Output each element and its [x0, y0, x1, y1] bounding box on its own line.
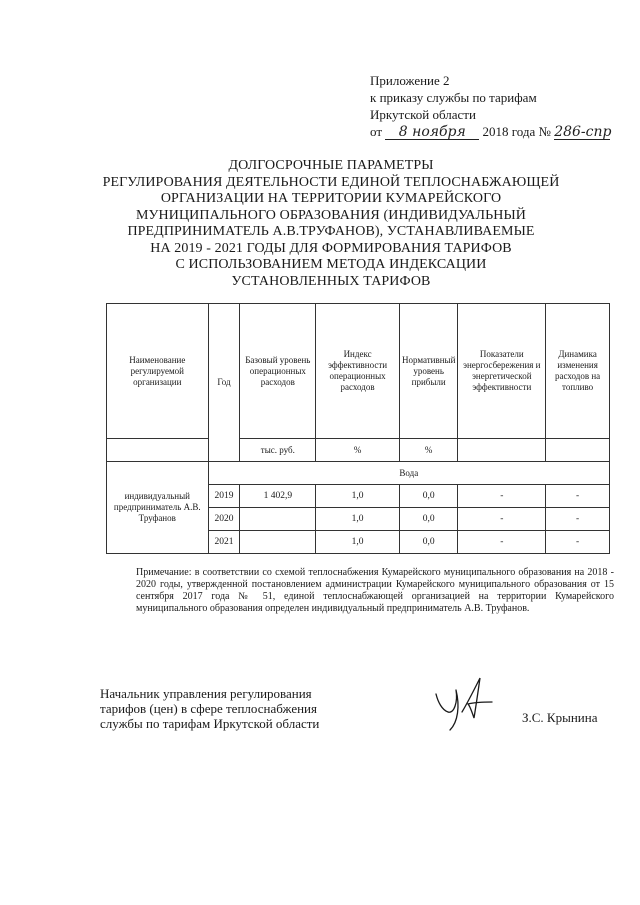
title-line: ОРГАНИЗАЦИИ НА ТЕРРИТОРИИ КУМАРЕЙСКОГО: [160, 191, 502, 206]
signatory-name: З.С. Крынина: [522, 710, 598, 725]
appendix-header: [370, 72, 610, 140]
signatory-position: [100, 686, 319, 731]
title-line: УСТАНОВЛЕННЫХ ТАРИФОВ: [231, 273, 431, 289]
appendix-date-line: [370, 123, 610, 140]
year-text: 2018 года №: [482, 124, 551, 139]
cell-year: 2019: [208, 485, 240, 508]
cell-index: 1,0: [316, 508, 400, 531]
cell-norm: 0,0: [399, 508, 457, 531]
section-row: [107, 462, 610, 485]
cell-year: 2021: [208, 531, 240, 554]
header-normative-profit: Нормативный уровень прибыли: [399, 304, 457, 439]
cell-energy: -: [458, 485, 546, 508]
signatory-line: службы по тарифам Иркутской области: [100, 716, 320, 731]
date-prefix: от: [370, 124, 383, 139]
unit-index: %: [316, 439, 400, 462]
handwritten-date: 8 ноября: [385, 125, 479, 140]
section-label: Вода: [208, 462, 609, 485]
units-dynamics-cell: [546, 439, 610, 462]
parameters-table: [106, 303, 610, 554]
header-year: Год: [208, 304, 240, 462]
handwritten-order-number: 286-спр: [554, 124, 612, 140]
cell-index: 1,0: [316, 531, 400, 554]
title-line: МУНИЦИПАЛЬНОГО ОБРАЗОВАНИЯ (ИНДИВИДУАЛЬНЫЙ: [135, 207, 526, 223]
cell-dynamics: -: [546, 531, 610, 554]
cell-dynamics: -: [546, 508, 610, 531]
header-base-level: Базовый уровень операционных расходов: [240, 304, 316, 439]
appendix-region-line: Иркутской области: [370, 107, 476, 122]
units-org-cell: [107, 439, 209, 462]
document-title: [96, 158, 566, 290]
header-fuel-dynamics: Динамика изменения расходов на топливо: [546, 304, 610, 439]
title-line: ДОЛГОСРОЧНЫЕ ПАРАМЕТРЫ: [228, 158, 434, 173]
title-line: С ИСПОЛЬЗОВАНИЕМ МЕТОДА ИНДЕКСАЦИИ: [175, 257, 487, 272]
note-paragraph: Примечание: в соответствии со схемой теплоснабжения Кумарейского муниципального образования на 2018 - 2020 годы, утвержденной постановлением администрации Кумарейского муниципального образования от 15 сентября 2017 года № 51, единой теплоснабжающей организацией на территории Кумарейского муниципального образования определен индивидуальный предприниматель А.В. Труфанов.: [136, 567, 614, 614]
unit-norm: %: [399, 439, 457, 462]
title-line: РЕГУЛИРОВАНИЯ ДЕЯТЕЛЬНОСТИ ЕДИНОЙ ТЕПЛОСНАБЖАЮЩЕЙ: [102, 174, 560, 190]
signatory-line: тарифов (цен) в сфере теплоснабжения: [100, 701, 317, 716]
cell-base: [240, 508, 316, 531]
cell-base: 1 402,9: [240, 485, 316, 508]
header-efficiency-index: Индекс эффективности операционных расходов: [316, 304, 400, 439]
table-units-row: [107, 439, 610, 462]
table-header-row: [107, 304, 610, 439]
unit-base: тыс. руб.: [240, 439, 316, 462]
cell-index: 1,0: [316, 485, 400, 508]
header-org: Наименование регулируемой организации: [107, 304, 209, 439]
cell-energy: -: [458, 508, 546, 531]
cell-dynamics: -: [546, 485, 610, 508]
org-name-cell: индивидуальный предприниматель А.В. Труфанов: [107, 462, 209, 554]
handwritten-signature: [428, 672, 500, 734]
header-energy-efficiency: Показатели энергосбережения и энергетической эффективности: [458, 304, 546, 439]
cell-norm: 0,0: [399, 531, 457, 554]
signatory-line: Начальник управления регулирования: [100, 686, 312, 701]
cell-year: 2020: [208, 508, 240, 531]
cell-base: [240, 531, 316, 554]
title-line: ПРЕДПРИНИМАТЕЛЬ А.В.ТРУФАНОВ), УСТАНАВЛИВАЕМЫЕ: [127, 224, 535, 239]
cell-norm: 0,0: [399, 485, 457, 508]
units-energy-cell: [458, 439, 546, 462]
appendix-title: Приложение 2: [370, 73, 450, 88]
cell-energy: -: [458, 531, 546, 554]
appendix-order-line: к приказу службы по тарифам: [370, 90, 537, 105]
title-line: НА 2019 - 2021 ГОДЫ ДЛЯ ФОРМИРОВАНИЯ ТАРИФОВ: [150, 240, 512, 256]
